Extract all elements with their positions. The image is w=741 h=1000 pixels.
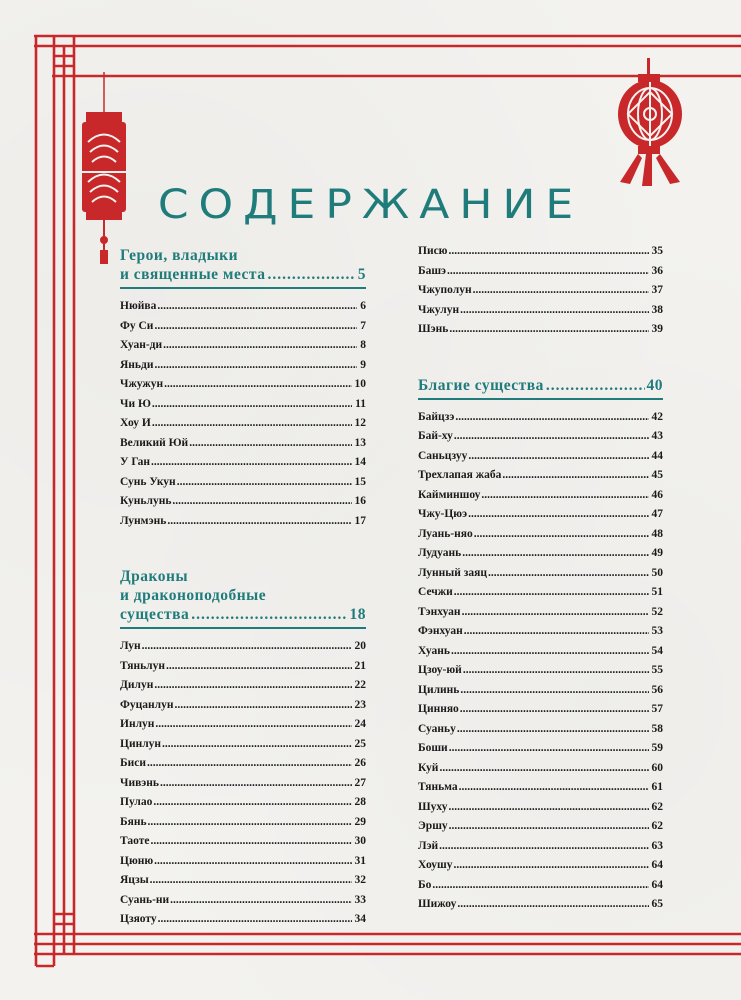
dot-leader (546, 376, 645, 395)
entry-page-number: 61 (651, 781, 663, 793)
entry-name: Сечжи (418, 586, 453, 598)
entry-name: Бай-ху (418, 430, 453, 442)
dot-leader (189, 434, 351, 454)
entry-name: У Ган (120, 456, 150, 468)
entry-page-number: 20 (354, 640, 366, 652)
dot-leader (468, 447, 648, 467)
dot-leader (152, 414, 352, 434)
toc-entry[interactable] (120, 871, 366, 891)
dot-leader (150, 871, 352, 891)
entry-page-number: 46 (651, 488, 663, 501)
dot-leader (448, 242, 648, 262)
toc-entry[interactable] (418, 720, 663, 740)
entry-page-number: 52 (651, 605, 663, 618)
entry-name: Суаньу (418, 722, 456, 735)
entry-page-number: 17 (354, 514, 366, 527)
entry-page-number: 44 (651, 449, 663, 462)
toc-entry[interactable] (120, 852, 366, 872)
entry-name: Чжужун (120, 378, 164, 390)
toc-entry[interactable] (418, 798, 663, 818)
dot-leader (154, 852, 351, 872)
entry-page-number: 39 (651, 323, 663, 335)
dot-leader (172, 492, 351, 512)
dot-leader (148, 813, 352, 833)
section-heading-line: и драконоподобные (120, 587, 267, 604)
toc-entry[interactable] (120, 735, 366, 755)
toc-entry[interactable] (418, 837, 663, 857)
entry-name: Фуцанлун (120, 698, 174, 711)
entry-name: Цзяоту (120, 913, 157, 925)
entry-name: Инлун (120, 718, 155, 730)
toc-entry[interactable] (418, 281, 663, 301)
entry-name: Шижоу (418, 898, 457, 910)
entry-name: Лунмэнь (120, 514, 167, 527)
entry-page-number: 56 (651, 683, 663, 696)
entry-page-number: 47 (651, 508, 663, 520)
toc-entry[interactable] (120, 297, 366, 317)
dot-leader (457, 720, 649, 740)
entry-page-number: 58 (651, 722, 663, 735)
toc-entry[interactable] (418, 505, 663, 525)
toc-entry[interactable] (418, 583, 663, 603)
entry-page-number: 12 (354, 417, 366, 429)
entry-name: Шуху (418, 800, 448, 813)
section-heading-line: Драконы (120, 568, 189, 585)
dot-leader (462, 544, 648, 564)
entry-page-number: 6 (360, 300, 366, 312)
entry-page-number: 49 (651, 547, 663, 559)
dot-leader (177, 473, 352, 493)
toc-entry[interactable] (418, 739, 663, 759)
entry-page-number: 59 (651, 742, 663, 754)
entry-name: Пулао (120, 796, 153, 808)
entry-name: Хуань (418, 644, 450, 657)
entry-name: Лудуань (418, 547, 462, 559)
toc-entry[interactable] (418, 642, 663, 662)
toc-entry[interactable] (120, 637, 366, 657)
toc-entry[interactable] (418, 427, 663, 447)
entry-page-number: 48 (651, 527, 663, 540)
toc-entry[interactable] (120, 473, 366, 493)
dot-leader (502, 466, 648, 486)
entry-name: Байцзэ (418, 410, 455, 423)
dot-leader (455, 408, 648, 428)
toc-entry-list (120, 637, 366, 930)
dot-leader (151, 832, 352, 852)
dot-leader (164, 375, 351, 395)
toc-entry[interactable] (418, 661, 663, 681)
entry-name: Хоушу (418, 859, 453, 871)
toc-entry[interactable] (418, 242, 663, 262)
entry-name: Тяньма (418, 781, 458, 793)
entry-page-number: 31 (354, 854, 366, 867)
entry-page-number: 10 (354, 378, 366, 390)
toc-entry[interactable] (120, 375, 366, 395)
dot-leader (448, 798, 648, 818)
entry-page-number: 29 (354, 815, 366, 828)
entry-page-number: 60 (651, 761, 663, 774)
toc-entry[interactable] (120, 317, 366, 337)
entry-page-number: 37 (651, 284, 663, 296)
dot-leader (454, 583, 649, 603)
toc-entry[interactable] (418, 408, 663, 428)
entry-name: Цилинь (418, 683, 460, 696)
dot-leader (454, 427, 649, 447)
toc-entry[interactable] (120, 754, 366, 774)
entry-page-number: 34 (354, 913, 366, 925)
dot-leader (481, 486, 648, 506)
section-page-number: 18 (349, 606, 366, 623)
toc-entry[interactable] (418, 466, 663, 486)
toc-entry[interactable] (418, 759, 663, 779)
page-title: СОДЕРЖАНИЕ (157, 181, 584, 229)
toc-entry[interactable] (120, 832, 366, 852)
dot-leader (449, 817, 649, 837)
dot-leader (468, 505, 648, 525)
toc-right-column (418, 242, 663, 915)
entry-name: Суань-ни (120, 893, 170, 906)
toc-left-column (120, 246, 366, 930)
dot-leader (158, 910, 352, 930)
entry-name: Чивэнь (120, 776, 159, 789)
dot-leader (459, 778, 649, 798)
entry-name: Трехлапая жаба (418, 469, 502, 481)
toc-entry[interactable] (418, 447, 663, 467)
entry-page-number: 45 (651, 469, 663, 481)
entry-page-number: 36 (651, 264, 663, 277)
dot-leader (155, 715, 351, 735)
section-heading-line: Благие существа (418, 376, 544, 394)
entry-page-number: 62 (651, 800, 663, 813)
dot-leader (174, 696, 351, 716)
dot-leader (460, 700, 649, 720)
entry-name: Цинлун (120, 737, 162, 750)
toc-entry[interactable] (120, 715, 366, 735)
entry-name: Яньди (120, 358, 154, 371)
dot-leader (163, 336, 357, 356)
lantern-left-icon (78, 72, 132, 264)
dot-leader (449, 320, 648, 340)
entry-page-number: 11 (355, 397, 366, 410)
toc-entry[interactable] (120, 793, 366, 813)
entry-name: Нюйва (120, 300, 157, 312)
entry-page-number: 43 (651, 430, 663, 442)
entry-page-number: 63 (651, 839, 663, 852)
toc-entry-list (418, 408, 663, 915)
dot-leader (453, 856, 648, 876)
entry-name: Фэнхуан (418, 625, 463, 637)
entry-name: Чи Ю (120, 397, 151, 410)
entry-page-number: 7 (360, 319, 366, 332)
entry-page-number: 38 (651, 303, 663, 316)
entry-name: Цзоу-юй (418, 664, 462, 676)
dot-leader (447, 262, 648, 282)
entry-name: Таоте (120, 835, 150, 847)
entry-name: Куньлунь (120, 495, 172, 507)
dot-leader (167, 512, 351, 532)
toc-entry[interactable] (418, 320, 663, 340)
entry-page-number: 14 (354, 456, 366, 468)
lantern-right-icon (614, 58, 686, 188)
section-heading-line: и священные места (120, 266, 266, 283)
toc-section-auspicious (418, 376, 663, 915)
toc-section-heroes (120, 246, 366, 531)
entry-name: Биси (120, 757, 146, 769)
entry-page-number: 64 (651, 859, 663, 871)
dot-leader (460, 681, 648, 701)
entry-name: Фу Си (120, 319, 154, 332)
dot-leader (488, 564, 649, 584)
entry-page-number: 23 (354, 698, 366, 711)
dot-leader (462, 603, 649, 623)
dot-leader (151, 453, 352, 473)
entry-page-number: 64 (651, 878, 663, 891)
entry-name: Боши (418, 742, 448, 754)
dot-leader (439, 837, 648, 857)
section-page-number: 5 (357, 266, 366, 283)
entry-page-number: 62 (651, 820, 663, 832)
entry-page-number: 30 (354, 835, 366, 847)
section-page-number: 40 (646, 376, 663, 394)
dot-leader (166, 657, 352, 677)
entry-page-number: 15 (354, 475, 366, 488)
dot-leader (449, 739, 649, 759)
section-heading-line: Герои, владыки (120, 247, 239, 264)
entry-name: Эршу (418, 820, 448, 832)
toc-entry[interactable] (418, 700, 663, 720)
entry-page-number: 35 (651, 245, 663, 257)
entry-page-number: 55 (651, 664, 663, 676)
entry-name: Чжу-Цюэ (418, 508, 468, 520)
dot-leader (474, 525, 649, 545)
entry-page-number: 26 (354, 757, 366, 769)
entry-name: Сунь Укун (120, 475, 176, 488)
dot-leader (460, 301, 648, 321)
entry-name: Чжуполун (418, 284, 472, 296)
entry-page-number: 8 (360, 339, 366, 351)
entry-name: Тяньлун (120, 659, 165, 672)
entry-name: Лун (120, 640, 141, 652)
toc-entry[interactable] (418, 622, 663, 642)
dot-leader (154, 356, 357, 376)
entry-name: Яцзы (120, 874, 149, 886)
dot-leader (457, 895, 648, 915)
section-heading[interactable] (120, 246, 366, 284)
dot-leader (142, 637, 352, 657)
toc-entry[interactable] (120, 512, 366, 532)
entry-page-number: 33 (354, 893, 366, 906)
entry-page-number: 9 (360, 358, 366, 371)
section-divider (120, 287, 366, 289)
entry-page-number: 27 (354, 776, 366, 789)
entry-name: Лунный заяц (418, 566, 487, 579)
toc-entry[interactable] (120, 774, 366, 794)
toc-entry[interactable] (418, 856, 663, 876)
toc-entry[interactable] (120, 414, 366, 434)
dot-leader (154, 676, 351, 696)
dot-leader (170, 891, 351, 911)
toc-entry[interactable] (418, 778, 663, 798)
entry-page-number: 42 (651, 410, 663, 423)
entry-page-number: 24 (354, 718, 366, 730)
toc-entry[interactable] (120, 453, 366, 473)
entry-name: Писю (418, 245, 448, 257)
toc-entry[interactable] (120, 657, 366, 677)
dot-leader (152, 395, 352, 415)
entry-name: Тэнхуан (418, 605, 461, 618)
entry-name: Бянь (120, 815, 147, 828)
entry-name: Саньцзуу (418, 449, 468, 462)
entry-name: Бо (418, 878, 432, 891)
entry-page-number: 28 (354, 796, 366, 808)
toc-entry[interactable] (120, 813, 366, 833)
entry-name: Башэ (418, 264, 447, 277)
dot-leader (463, 661, 649, 681)
toc-entry-list (120, 297, 366, 531)
section-divider (418, 398, 663, 400)
entry-name: Шэнь (418, 323, 449, 335)
dot-leader (451, 642, 649, 662)
toc-entry[interactable] (418, 486, 663, 506)
toc-entry[interactable] (418, 681, 663, 701)
dot-leader (153, 793, 351, 813)
entry-name: Чжулун (418, 303, 460, 316)
entry-page-number: 53 (651, 625, 663, 637)
toc-entry[interactable] (120, 492, 366, 512)
toc-entry[interactable] (418, 817, 663, 837)
toc-entry[interactable] (418, 603, 663, 623)
toc-entry[interactable] (418, 564, 663, 584)
entry-page-number: 21 (354, 659, 366, 672)
entry-name: Цюню (120, 854, 154, 867)
dot-leader (157, 297, 357, 317)
toc-entry[interactable] (120, 395, 366, 415)
dot-leader (147, 754, 352, 774)
toc-entry[interactable] (120, 676, 366, 696)
dot-leader (432, 876, 648, 896)
toc-entry[interactable] (120, 891, 366, 911)
entry-name: Дилун (120, 679, 154, 691)
entry-page-number: 13 (354, 436, 366, 449)
section-heading-line: существа (120, 606, 190, 623)
entry-name: Хуан-ди (120, 339, 163, 351)
entry-page-number: 32 (354, 874, 366, 886)
entry-page-number: 65 (651, 898, 663, 910)
entry-name: Цинняо (418, 703, 459, 715)
section-heading[interactable] (120, 567, 366, 624)
toc-entry[interactable] (120, 336, 366, 356)
entry-name: Лэй (418, 839, 439, 852)
entry-name: Хоу И (120, 417, 151, 429)
entry-page-number: 16 (354, 495, 366, 507)
dot-leader (162, 735, 351, 755)
dot-leader (191, 605, 347, 624)
toc-entry[interactable] (120, 434, 366, 454)
toc-entry-list (418, 242, 663, 340)
dot-leader (473, 281, 649, 301)
toc-entry[interactable] (418, 544, 663, 564)
dot-leader (464, 622, 649, 642)
toc-entry[interactable] (120, 910, 366, 930)
dot-leader (160, 774, 352, 794)
toc-entry[interactable] (418, 262, 663, 282)
entry-page-number: 50 (651, 566, 663, 579)
entry-name: Великий Юй (120, 436, 189, 449)
toc-entry[interactable] (120, 696, 366, 716)
toc-section-dragons (120, 567, 366, 930)
dot-leader (267, 265, 355, 284)
toc-entry[interactable] (418, 301, 663, 321)
entry-page-number: 57 (651, 703, 663, 715)
entry-page-number: 22 (354, 679, 366, 691)
dot-leader (439, 759, 648, 779)
entry-page-number: 54 (651, 644, 663, 657)
toc-entry[interactable] (418, 525, 663, 545)
section-heading[interactable] (418, 376, 663, 395)
section-divider (120, 627, 366, 629)
toc-entry[interactable] (418, 895, 663, 915)
dot-leader (154, 317, 357, 337)
entry-name: Куй (418, 761, 439, 774)
entry-page-number: 51 (651, 586, 663, 598)
toc-entry[interactable] (418, 876, 663, 896)
toc-entry[interactable] (120, 356, 366, 376)
entry-name: Луань-няо (418, 527, 473, 540)
entry-page-number: 25 (354, 737, 366, 750)
entry-name: Кайминшоу (418, 488, 481, 501)
